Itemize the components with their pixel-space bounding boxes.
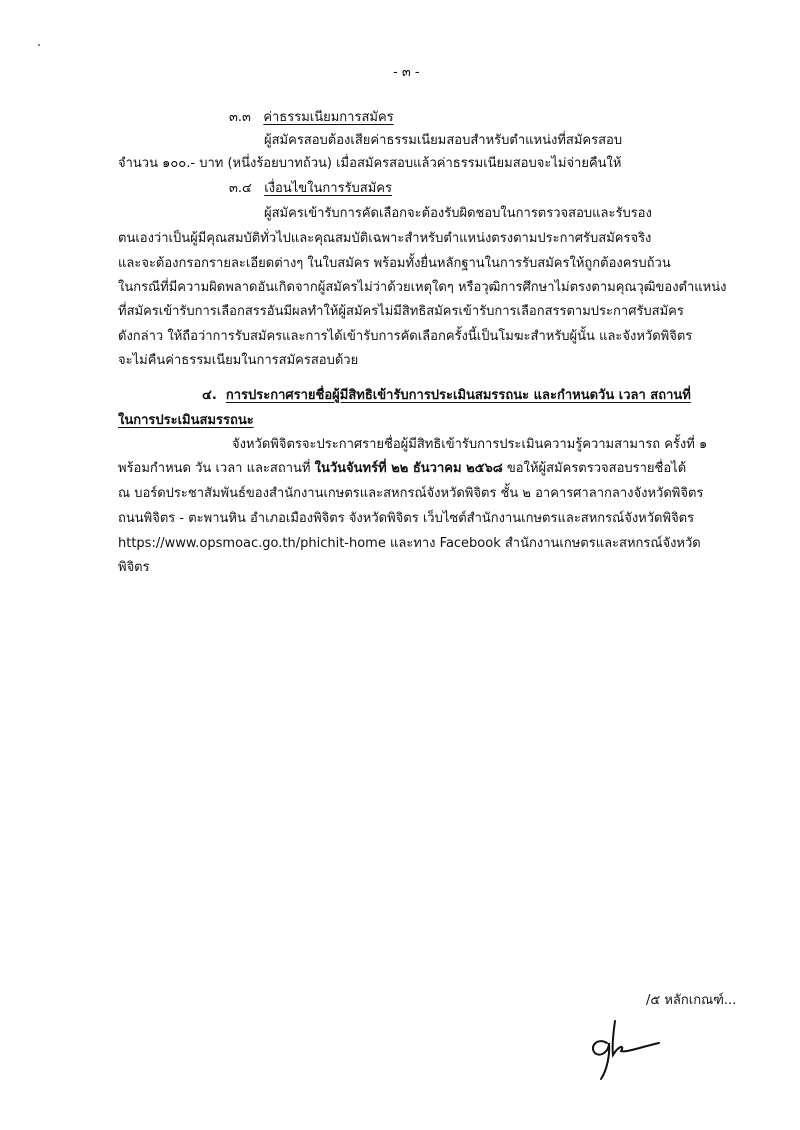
paragraph-line	[118, 460, 686, 478]
section-title: ค่าธรรมเนียมการสมัคร	[263, 110, 394, 125]
website-line: https://www.opsmoac.go.th/phichit-home และทาง Facebook สำนักงานเกษตรและสหกรณ์จังหวัด	[118, 536, 701, 551]
text-run: พร้อมกำหนด วัน เวลา และสถานที่	[118, 461, 315, 476]
section-3-3-heading	[229, 109, 394, 127]
paragraph-line: พิจิตร	[118, 560, 150, 575]
scan-speck	[38, 44, 40, 46]
signature-initials	[585, 1015, 665, 1085]
paragraph-line: ผู้สมัครสอบต้องเสียค่าธรรมเนียมสอบสำหรับตำแหน่งที่สมัครสอบ	[264, 133, 623, 148]
section-number: ๔.	[202, 388, 217, 403]
paragraph-line: ดังกล่าว ให้ถือว่าการรับสมัครและการได้เข้ารับการคัดเลือกครั้งนี้เป็นโมฆะสำหรับผู้นั้น และจังหวัดพิจิตร	[118, 329, 693, 344]
announcement-date: ในวันจันทร์ที่ ๒๒ ธันวาคม ๒๕๖๘	[314, 461, 503, 476]
section-number: ๓.๔	[229, 181, 252, 196]
paragraph-line: ผู้สมัครเข้ารับการคัดเลือกจะต้องรับผิดชอบในการตรวจสอบและรับรอง	[264, 206, 652, 221]
section-title-continued: ในการประเมินสมรรถนะ	[118, 413, 254, 428]
paragraph-line: ที่สมัครเข้ารับการเลือกสรรอันมีผลทำให้ผู้สมัครไม่มีสิทธิสมัครเข้ารับการเลือกสรรตามประกาศรับสมัคร	[118, 304, 684, 319]
section-title: การประกาศรายชื่อผู้มีสิทธิเข้ารับการประเมินสมรรถนะ และกำหนดวัน เวลา สถานที่	[225, 388, 691, 403]
paragraph-line: จะไม่คืนค่าธรรมเนียมในการสมัครสอบด้วย	[118, 353, 359, 368]
paragraph-line: จำนวน ๑๐๐.- บาท (หนึ่งร้อยบาทถ้วน) เมื่อสมัครสอบแล้วค่าธรรมเนียมสอบจะไม่จ่ายคืนให้	[118, 156, 622, 171]
paragraph-line: ในกรณีที่มีความผิดพลาดอันเกิดจากผู้สมัครไม่ว่าด้วยเหตุใดๆ หรือวุฒิการศึกษาไม่ตรงตามคุณวุฒิของตำแหน่ง	[118, 280, 727, 295]
continuation-note: /๕ หลักเกณฑ์...	[646, 993, 737, 1008]
paragraph-line: ถนนพิจิตร - ตะพานหิน อำเภอเมืองพิจิตร จังหวัดพิจิตร เว็บไซต์สำนักงานเกษตรและสหกรณ์จังหวัดพิจิตร	[118, 511, 695, 526]
paragraph-line: ณ บอร์ดประชาสัมพันธ์ของสำนักงานเกษตรและสหกรณ์จังหวัดพิจิตร ชั้น ๒ อาคารศาลากลางจังหวัดพิจิตร	[118, 486, 704, 501]
text-run: ขอให้ผู้สมัครตรวจสอบรายชื่อได้	[502, 461, 687, 476]
page-number: - ๓ -	[393, 65, 420, 80]
section-title: เงื่อนไขในการรับสมัคร	[264, 181, 392, 196]
section-3-4-heading	[229, 180, 392, 198]
paragraph-line: และจะต้องกรอกรายละเอียดต่างๆ ในใบสมัคร พร้อมทั้งยื่นหลักฐานในการรับสมัครให้ถูกต้องครบถ้วน	[118, 256, 671, 271]
paragraph-line: จังหวัดพิจิตรจะประกาศรายชื่อผู้มีสิทธิเข้ารับการประเมินความรู้ความสามารถ ครั้งที่ ๑	[232, 437, 708, 452]
section-number: ๓.๓	[229, 110, 251, 125]
section-4-heading	[202, 387, 691, 405]
paragraph-line: ตนเองว่าเป็นผู้มีคุณสมบัติทั่วไปและคุณสมบัติเฉพาะสำหรับตำแหน่งตรงตามประกาศรับสมัครจริง	[118, 231, 652, 246]
